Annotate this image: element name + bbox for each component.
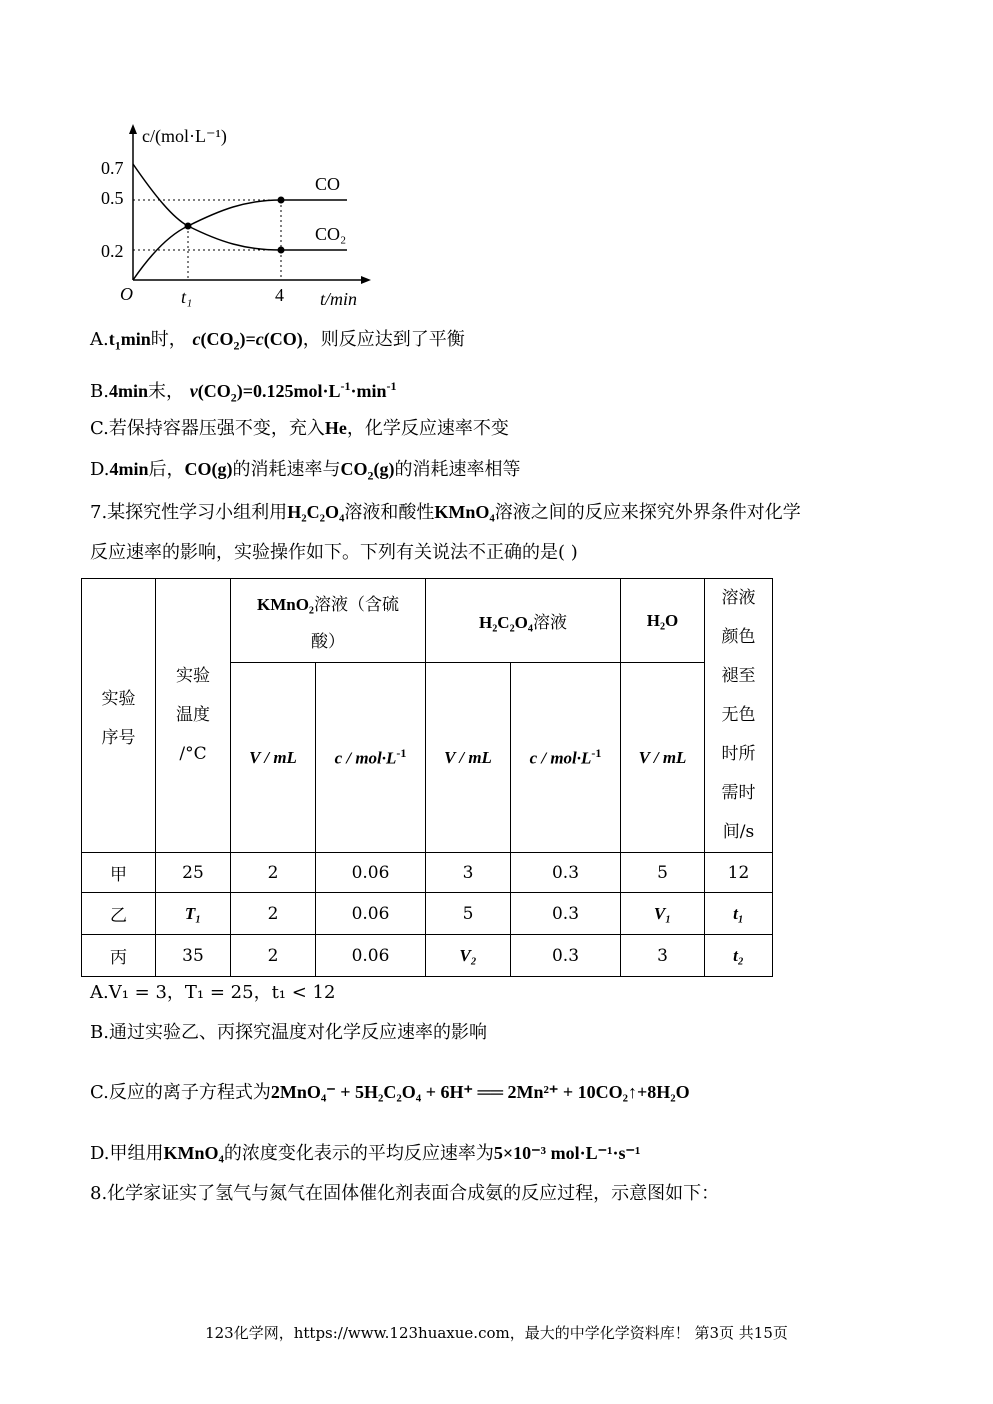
table-cell: 2 bbox=[231, 853, 316, 893]
table-cell: t₂ bbox=[705, 935, 773, 977]
series-label-co2: CO₂ bbox=[315, 224, 347, 244]
q7-stem-line-1: 7.某探究性学习小组利用H₂C₂O₄溶液和酸性KMnO₄溶液之间的反应来探究外界条件对化学 bbox=[90, 502, 801, 523]
table-cell: 0.06 bbox=[316, 935, 426, 977]
sub-header-h2c2o4-conc: $c / mol\cdot L^{-1}$ bbox=[511, 663, 621, 853]
table-cell: 2 bbox=[231, 893, 316, 935]
header-temperature: 实验 温度 /°C bbox=[156, 579, 231, 853]
sub-header-kmno4-volume: V / mL bbox=[231, 663, 316, 853]
q7-option-b: B.通过实验乙、丙探究温度对化学反应速率的影响 bbox=[90, 1022, 487, 1043]
y-tick-0-7: 0.7 bbox=[101, 158, 124, 178]
x-axis-label: t/min bbox=[320, 289, 358, 309]
q7-option-c: C.反应的离子方程式为2MnO₄⁻ + 5H₂C₂O₄ + 6H⁺ ══ 2Mn²⁺ + 10CO₂↑+8H₂O bbox=[90, 1082, 690, 1103]
header-experiment-id: 实验 序号 bbox=[82, 579, 156, 853]
q7-stem-line-2: 反应速率的影响，实验操作如下。下列有关说法不正确的是( ) bbox=[90, 542, 578, 563]
table-cell: T₁ bbox=[156, 893, 231, 935]
y-axis-label: c/(mol·L⁻¹) bbox=[142, 126, 227, 146]
table-cell: 25 bbox=[156, 853, 231, 893]
concentration-time-chart bbox=[95, 118, 395, 318]
table-cell: 12 bbox=[705, 853, 773, 893]
table-cell: 0.3 bbox=[511, 935, 621, 977]
q8-stem: 8.化学家证实了氢气与氮气在固体催化剂表面合成氨的反应过程，示意图如下： bbox=[90, 1183, 720, 1204]
table-cell: 0.3 bbox=[511, 853, 621, 893]
q6-option-c: C.若保持容器压强不变，充入He，化学反应速率不变 bbox=[90, 418, 509, 439]
table-cell: 3 bbox=[621, 935, 705, 977]
sub-header-kmno4-conc: $c / mol\cdot L^{-1}$ bbox=[316, 663, 426, 853]
table-row bbox=[82, 853, 773, 893]
table-cell: 35 bbox=[156, 935, 231, 977]
table-cell: 5 bbox=[426, 893, 511, 935]
x-tick-4: 4 bbox=[275, 285, 284, 305]
q7-option-a: A.V₁ = 3，T₁ = 25，t₁ < 12 bbox=[90, 982, 336, 1003]
intersection-point bbox=[185, 223, 192, 230]
co2-point-t4 bbox=[278, 247, 285, 254]
y-tick-0-5: 0.5 bbox=[101, 188, 124, 208]
header-h2c2o4: H₂C₂O₄溶液 bbox=[426, 579, 621, 663]
table-cell: 2 bbox=[231, 935, 316, 977]
sub-header-h2c2o4-volume: V / mL bbox=[426, 663, 511, 853]
page-footer: 123化学网，https://www.123huaxue.com，最大的中学化学资料库！ 第3页 共15页 bbox=[205, 1324, 788, 1342]
table-cell: 0.06 bbox=[316, 853, 426, 893]
x-axis-arrow bbox=[361, 276, 371, 284]
q6-option-b: B.4min末， $v(CO_2)=0.125mol\cdot L^{-1}\cdot\min^{-1}$ bbox=[90, 379, 397, 405]
table-row bbox=[82, 935, 773, 977]
origin-label: O bbox=[120, 284, 133, 304]
q6-option-d: D.4min后，CO(g)的消耗速率与$CO_2(g)$的消耗速率相等 bbox=[90, 459, 521, 483]
table-cell: 丙 bbox=[82, 935, 156, 977]
table-cell: 乙 bbox=[82, 893, 156, 935]
table-cell: 0.3 bbox=[511, 893, 621, 935]
table-cell: V₂ bbox=[426, 935, 511, 977]
table-cell: 0.06 bbox=[316, 893, 426, 935]
header-kmno4: KMnO₂溶液（含硫 酸） bbox=[231, 579, 426, 663]
table-cell: V₁ bbox=[621, 893, 705, 935]
experiment-table bbox=[81, 578, 773, 977]
header-h2o: H₂O bbox=[621, 579, 705, 663]
sub-header-h2o-volume: V / mL bbox=[621, 663, 705, 853]
q7-option-d: D.甲组用KMnO₄的浓度变化表示的平均反应速率为5×10⁻³ mol·L⁻¹·s⁻¹ bbox=[90, 1143, 641, 1164]
co-point-t4 bbox=[278, 197, 285, 204]
table-cell: 甲 bbox=[82, 853, 156, 893]
x-tick-t1: t₁ bbox=[181, 287, 193, 307]
q6-option-a: $A.t_1\min$时， $c(CO_2)=c(CO)$，则反应达到了平衡 bbox=[90, 329, 465, 353]
table-cell: 3 bbox=[426, 853, 511, 893]
y-axis-arrow bbox=[129, 124, 137, 134]
y-tick-0-2: 0.2 bbox=[101, 241, 124, 261]
header-fade-time: 溶液 颜色 褪至 无色 时所 需时 间/s bbox=[705, 579, 773, 853]
table-cell: 5 bbox=[621, 853, 705, 893]
table-row bbox=[82, 893, 773, 935]
table-cell: t₁ bbox=[705, 893, 773, 935]
series-label-co: CO bbox=[315, 174, 341, 194]
